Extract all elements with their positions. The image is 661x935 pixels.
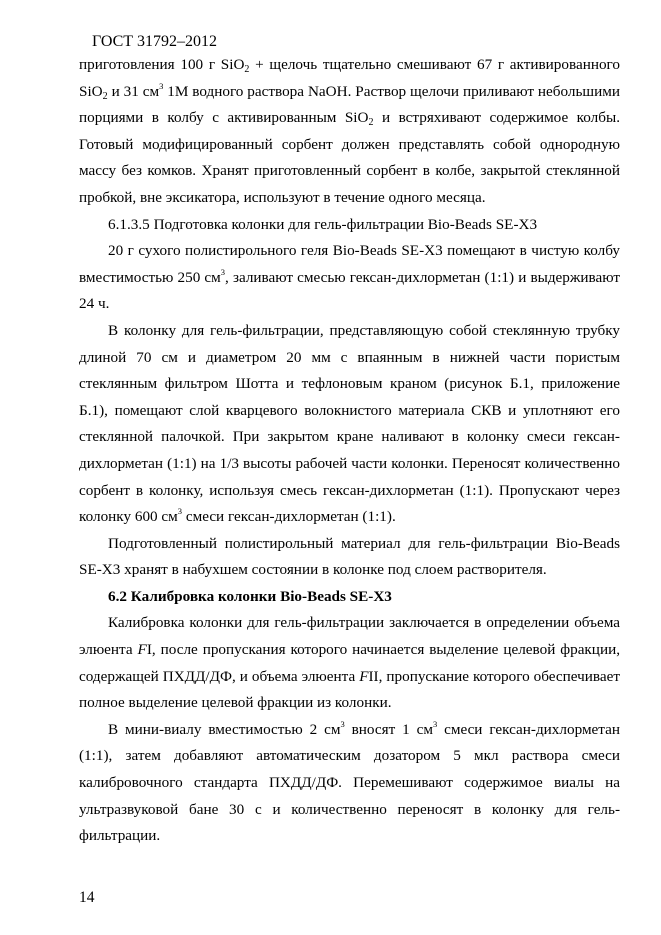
page-number: 14 — [79, 889, 95, 906]
paragraph-gel-swelling: 20 г сухого полистирольного геля Bio-Beads SE-X3 помещают в чистую колбу вместимостью 250 $см^3$, заливают смесью гексан-дихлорметан (1:1) и выдерживают 24 ч. — [79, 242, 621, 313]
paragraph-storage: Подготовленный полистирольный материал для гель-фильтрации Bio-Beads SE-X3 хранят в набухшем состоянии в колонке под слоем растворителя. — [79, 534, 620, 579]
paragraph-calibration-procedure: В мини-виалу вместимостью 2 $см^3$ вносят 1 $см^3$ смеси гексан-дихлорметан (1:1), затем добавляют автоматическим дозатором 5 мкл раствора смеси калибровочного стандарта ПХДД/ДФ. Перемешивают содержимое виалы на ультразвуковой бане 30 с и количественно переносят в колонку для гель-фильтрации. — [79, 718, 620, 845]
section-heading-calibration: 6.2 Калибровка колонки Bio-Beads SE-X3 — [108, 587, 392, 605]
paragraph-sorbent-preparation: приготовления 100 г SiO$_2$ + щелочь тщательно смешивают 67 г активированного SiO$_2$ и 31 $см^3$ 1М водного раствора NaOH. Раствор щелочи приливают небольшими порциями в колбу с активированным SiO$_2$ и встряхивают содержимое колбы. Готовый модифицированный сорбент должен представлять собой однородную массу без комков. Хранят приготовленный сорбент в колбе, закрытой стеклянной пробкой, вне эксикатора, используют в течение одного месяца. — [79, 56, 620, 206]
subsection-title-column-preparation: 6.1.3.5 Подготовка колонки для гель-фильтрации Bio-Beads SE-X3 — [108, 215, 538, 233]
body-text — [79, 52, 620, 850]
paragraph-column-packing: В колонку для гель-фильтрации, представляющую собой стеклянную трубку длиной 70 см и диаметром 20 мм с впаянным в нижней части пористым стеклянным фильтром Шотта и тефлоновым краном (рисунок Б.1, приложение Б.1), помещают слой кварцевого волокнистого материала СКВ и уплотняют его стеклянной палочкой. При закрытом кране наливают в колонку смеси гексан-дихлорметан (1:1) на 1/3 высоты рабочей части колонки. Переносят количественно сорбент в колонку, используя смесь гексан-дихлорметан (1:1). Пропускают через колонку 600 $см^3$ смеси гексан-дихлорметан (1:1). — [79, 321, 620, 526]
paragraph-calibration-definition: Калибровка колонки для гель-фильтрации заключается в определении объема элюента FI, после пропускания которого начинается выделение целевой фракции, содержащей ПХДД/ДФ, и объема элюента FII, пропускание которого обеспечивает полное выделение целевой фракции из колонки. — [79, 614, 620, 712]
standard-code-header: ГОСТ 31792–2012 — [92, 33, 218, 50]
